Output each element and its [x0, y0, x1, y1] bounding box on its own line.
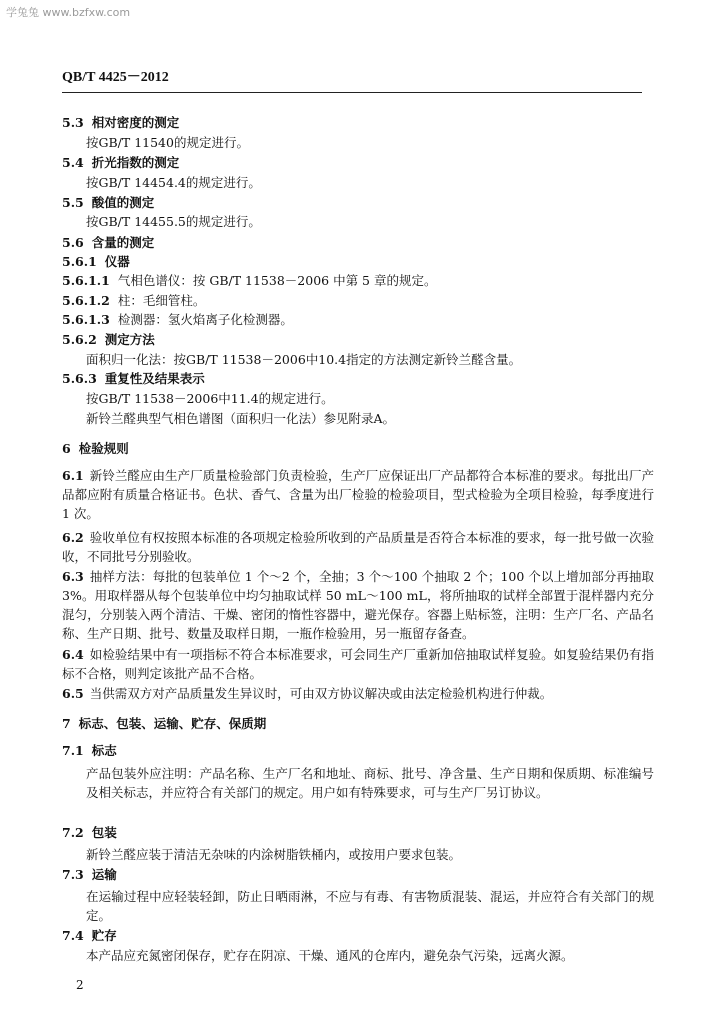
clause-6-5: 6.5 当供需双方对产品质量发生异议时，可由双方协议解决或由法定检验机构进行仲裁。 [62, 686, 553, 701]
header-divider [62, 92, 642, 93]
section-heading: 7.2 包装 [62, 825, 117, 840]
section-heading: 5.4 折光指数的测定 [62, 155, 180, 170]
standard-code: QB/T 4425－2012 [62, 70, 169, 85]
section-body: 新铃兰醛典型气相色谱图（面积归一化法）参见附录A。 [86, 411, 396, 426]
section-heading: 5.6.2 测定方法 [62, 332, 155, 347]
section-body: 本产品应充氮密闭保存，贮存在阴凉、干燥、通风的仓库内，避免杂气污染，远离火源。 [86, 948, 574, 963]
clause-7-3-text: 在运输过程中应轻装轻卸，防止日晒雨淋，不应与有毒、有害物质混装、混运，并应符合有关部门的规定。 [86, 889, 654, 923]
section-body: 按GB/T 11540的规定进行。 [86, 135, 249, 150]
section-body: 按GB/T 14455.5的规定进行。 [86, 214, 261, 229]
section-heading: 7.1 标志 [62, 743, 117, 758]
section-body: 新铃兰醛应装于清洁无杂味的内涂树脂铁桶内，或按用户要求包装。 [86, 847, 462, 862]
section-heading: 5.3 相对密度的测定 [62, 115, 180, 130]
chapter-heading: 6 检验规则 [62, 441, 129, 456]
item-line: 5.6.1.1 气相色谱仪：按 GB/T 11538－2006 中第 5 章的规定。 [62, 273, 437, 288]
clause-7-1-text: 产品包装外应注明：产品名称、生产厂名和地址、商标、批号、净含量、生产日期和保质期、标准编号及相关标志，并应符合有关部门的规定。用户如有特殊要求，可与生产厂另订协议。 [86, 766, 654, 800]
section-body: 面积归一化法：按GB/T 11538－2006中10.4指定的方法测定新铃兰醛含量。 [86, 352, 522, 367]
section-body: 按GB/T 14454.4的规定进行。 [86, 175, 261, 190]
page-number: 2 [76, 978, 84, 992]
section-body: 按GB/T 11538－2006中11.4的规定进行。 [86, 391, 334, 406]
section-heading: 7.4 贮存 [62, 928, 117, 943]
item-line: 5.6.1.2 柱：毛细管柱。 [62, 293, 206, 308]
section-heading: 5.6.1 仪器 [62, 254, 130, 269]
chapter-heading: 7 标志、包装、运输、贮存、保质期 [62, 716, 267, 731]
item-line: 5.6.1.3 检测器：氢火焰离子化检测器。 [62, 312, 293, 327]
watermark: 学兔兔 www.bzfxw.com [6, 6, 131, 19]
section-heading: 5.5 酸值的测定 [62, 195, 155, 210]
clause-6-3: 6.3 抽样方法：每批的包装单位 1 个～2 个，全抽；3 个～100 个抽取 2 个；100 个以上增加部分再抽取 3%。用取样器从每个包装单位中均匀抽取试样 50 mL～100 mL，将所抽取的试样全部置于混样器内充分混匀，分别装入两个清洁、干燥、密闭的惰性容器中，避光保存。容器上贴标签，注明：生产厂名、产品名称、生产日期、批号、数量及取样日期，一瓶作检验用，另一瓶留存备查。 [62, 569, 654, 641]
section-heading: 5.6 含量的测定 [62, 235, 155, 250]
clause-6-4: 6.4 如检验结果中有一项指标不符合本标准要求，可会同生产厂重新加倍抽取试样复验。如复验结果仍有指标不合格，则判定该批产品不合格。 [62, 647, 654, 681]
clause-6-1: 6.1 新铃兰醛应由生产厂质量检验部门负责检验，生产厂应保证出厂产品都符合本标准的要求。每批出厂产品都应附有质量合格证书。色状、香气、含量为出厂检验的检验项目，型式检验为全项目检验，每季度进行 1 次。 [62, 468, 654, 521]
section-heading: 7.3 运输 [62, 867, 117, 882]
section-heading: 5.6.3 重复性及结果表示 [62, 371, 205, 386]
clause-6-2: 6.2 验收单位有权按照本标准的各项规定检验所收到的产品质量是否符合本标准的要求，每一批号做一次验收，不同批号分别验收。 [62, 530, 654, 564]
